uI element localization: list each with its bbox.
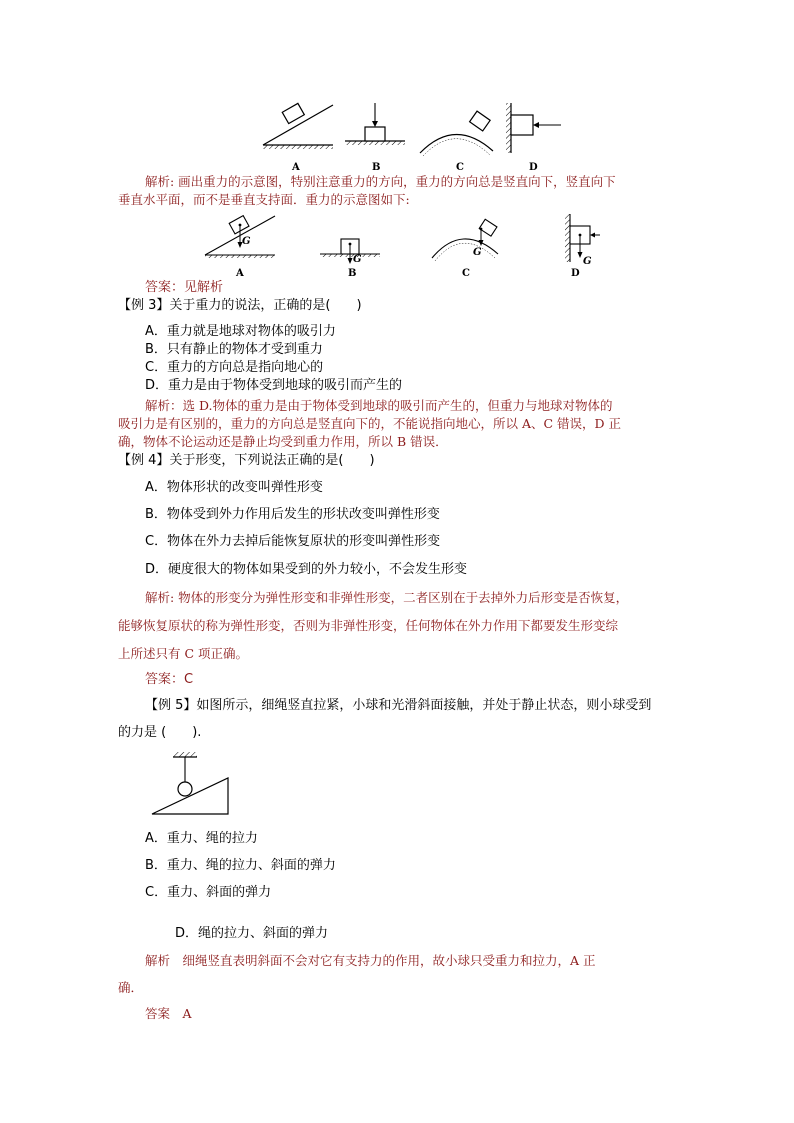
q4-stem: 【例 4】关于形变，下列说法正确的是( ) [118,453,375,468]
q3-option-d: D．重力是由于物体受到地球的吸引而产生的 [145,378,403,393]
fig2-label-b: B [348,268,357,279]
q5-analysis-line1: 解析 细绳竖直表明斜面不会对它有支持力的作用，故小球只受重力和拉力，A 正 [145,953,596,968]
q3-option-c: C．重力的方向总是指向地心的 [145,360,324,375]
q2-analysis-line1: 解析: 画出重力的示意图，特别注意重力的方向，重力的方向总是竖直向下，竖直向下 [145,174,616,189]
ball [178,782,192,796]
q3-stem: 【例 3】关于重力的说法，正确的是( ) [118,298,362,313]
q5-option-a: A．重力、绳的拉力 [145,831,258,846]
solution-c-arc [432,219,498,261]
q3-analysis-line2: 吸引力是有区别的，重力的方向总是竖直向下的，不能说指向地心，所以 A、C 错误，D 正 [118,416,622,431]
diagram-c-arc [420,111,493,156]
solution-a-incline [205,216,275,258]
fig1-label-b: B [372,162,381,173]
q5-answer: 答案 A [145,1006,192,1021]
diagram-b-block [345,103,405,145]
q4-analysis-line2: 能够恢复原状的称为弹性形变，否则为非弹性形变，任何物体在外力作用下都要发生形变综 [118,618,619,633]
sol-c-g: G [473,247,482,258]
diagram-a-incline [263,103,333,149]
q3-analysis-line3: 确，物体不论运动还是静止均受到重力作用，所以 B 错误． [118,434,448,449]
q3-option-a: A．重力就是地球对物体的吸引力 [145,324,336,339]
figure-gravity-solutions [200,210,600,278]
figure-gravity-problems [255,95,565,175]
q3-analysis-line1: 解析：选 D.物体的重力是由于物体受到地球的吸引而产生的，但重力与地球对物体的 [145,398,613,413]
q5-option-c: C．重力、斜面的弹力 [145,885,272,900]
sol-a-g: G [242,236,251,247]
fig2-label-c: C [462,268,470,279]
q2-analysis-line2: 垂直水平面，而不是垂直支持面．重力的示意图如下: [118,192,410,207]
q4-option-d: D．硬度很大的物体如果受到的外力较小，不会发生形变 [145,562,468,577]
q4-answer: 答案：C [145,672,194,687]
q4-option-b: B．物体受到外力作用后发生的形状改变叫弹性形变 [145,507,440,522]
q5-stem-line1: 【例 5】如图所示，细绳竖直拉紧，小球和光滑斜面接触，并处于静止状态，则小球受到 [145,698,652,713]
diagram-d-wall [506,103,561,153]
q5-option-b: B．重力、绳的拉力、斜面的弹力 [145,858,336,873]
sol-b-g: G [353,254,362,265]
fig2-label-a: A [236,268,244,279]
solution-b-block [320,239,380,264]
q4-analysis-line3: 上所述只有 C 项正确。 [118,646,249,661]
q5-analysis-line2: 确． [118,980,144,995]
q3-option-b: B．只有静止的物体才受到重力 [145,342,323,357]
fig1-label-a: A [292,162,300,173]
figure-ball-on-incline [148,748,238,818]
q4-option-c: C．物体在外力去掉后能恢复原状的形变叫弹性形变 [145,534,441,549]
q5-option-d: D．绳的拉力、斜面的弹力 [175,926,329,941]
fig2-label-d: D [571,268,580,279]
fig1-label-c: C [456,162,464,173]
q5-stem-line2: 的力是 ( ). [118,725,202,740]
q4-option-a: A．物体形状的改变叫弹性形变 [145,480,323,495]
sol-d-g: G [583,256,592,267]
q4-analysis-line1: 解析: 物体的形变分为弹性形变和非弹性形变，二者区别在于去掉外力后形变是否恢复， [145,590,629,605]
fig1-label-d: D [529,162,538,173]
q2-answer: 答案：见解析 [145,280,224,295]
